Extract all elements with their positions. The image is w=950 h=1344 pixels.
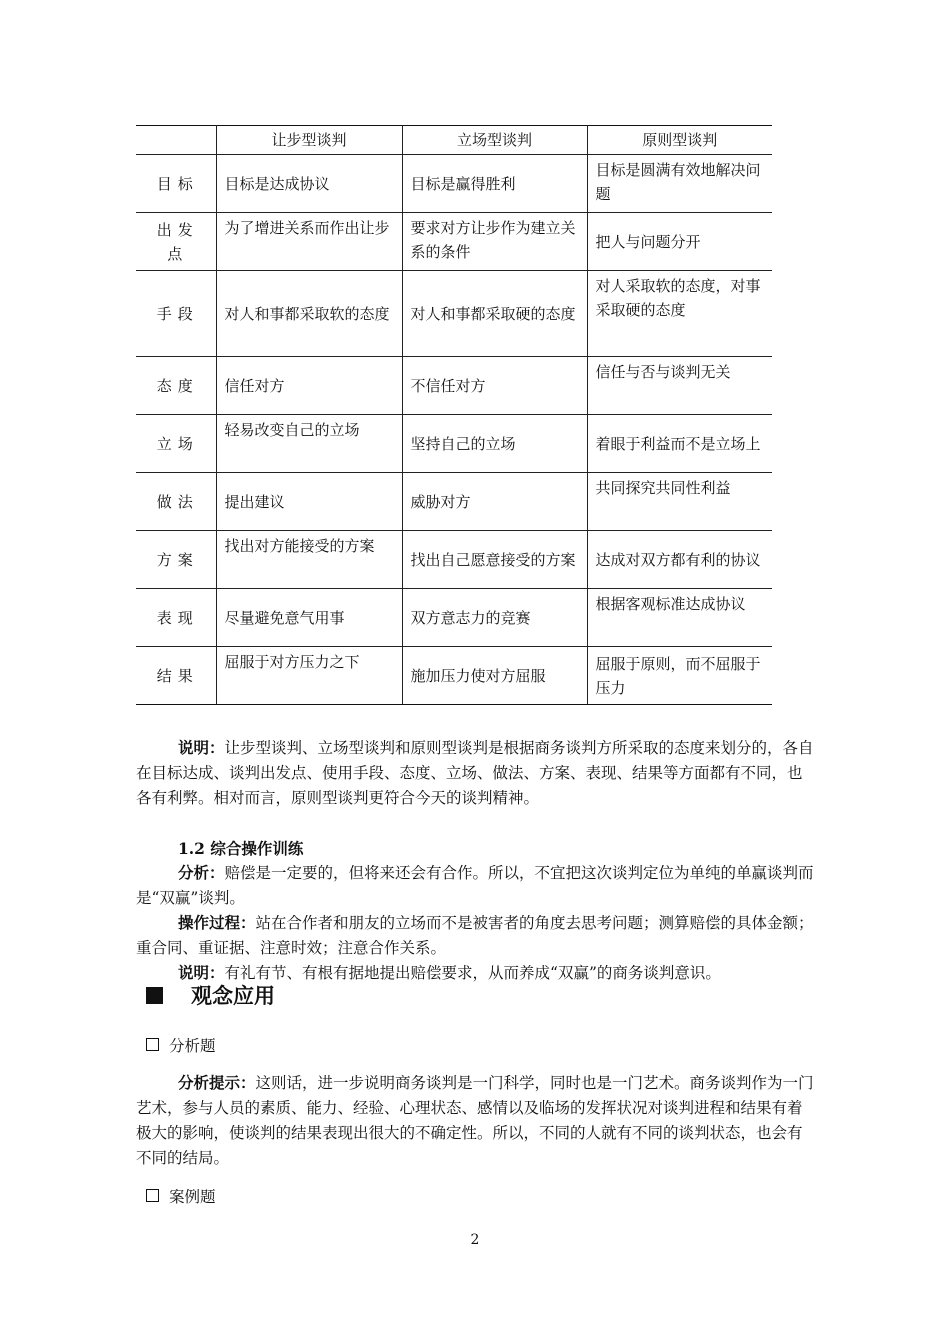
note2-label: 说明： bbox=[178, 963, 225, 982]
table-row bbox=[136, 647, 772, 705]
table-cell: 屈服于对方压力之下 bbox=[216, 647, 402, 705]
process-text: 站在合作者和朋友的立场而不是被害者的角度去思考问题；测算赔偿的具体金额；重合同、重证据、注意时效；注意合作关系。 bbox=[136, 914, 814, 957]
heading-text: 观念应用 bbox=[191, 984, 275, 1008]
table-header-cell bbox=[136, 126, 216, 155]
table-cell: 不信任对方 bbox=[402, 357, 587, 415]
row-label: 结果 bbox=[136, 647, 216, 705]
table-cell: 目标是达成协议 bbox=[216, 155, 402, 213]
analysis-paragraph bbox=[136, 860, 816, 911]
table-row bbox=[136, 531, 772, 589]
table-cell: 坚持自己的立场 bbox=[402, 415, 587, 473]
table-cell: 尽量避免意气用事 bbox=[216, 589, 402, 647]
analysis-text: 赔偿是一定要的，但将来还会有合作。所以，不宜把这次谈判定位为单纯的单赢谈判而是“双赢”谈判。 bbox=[136, 864, 814, 907]
row-label: 手段 bbox=[136, 271, 216, 357]
hint-label: 分析提示： bbox=[178, 1073, 256, 1092]
section-heading bbox=[178, 836, 578, 862]
note-paragraph bbox=[136, 735, 816, 811]
case-question-heading bbox=[146, 1185, 216, 1207]
hint-text: 这则话，进一步说明商务谈判是一门科学，同时也是一门艺术。商务谈判作为一门艺术，参与人员的素质、能力、经验、心理状态、感情以及临场的发挥状况对谈判进程和结果有着极大的影响，使谈判的结果表现出很大的不确定性。所以，不同的人就有不同的谈判状态，也会有不同的结局。 bbox=[136, 1074, 814, 1167]
negotiation-comparison-table bbox=[136, 125, 772, 705]
table-cell: 找出自己愿意接受的方案 bbox=[402, 531, 587, 589]
table-cell: 信任对方 bbox=[216, 357, 402, 415]
table-cell: 对人采取软的态度，对事采取硬的态度 bbox=[587, 271, 772, 357]
table-header-cell: 原则型谈判 bbox=[587, 126, 772, 155]
row-label: 表现 bbox=[136, 589, 216, 647]
table-cell: 达成对双方都有利的协议 bbox=[587, 531, 772, 589]
row-label: 目标 bbox=[136, 155, 216, 213]
row-label: 做法 bbox=[136, 473, 216, 531]
table-cell: 目标是圆满有效地解决问题 bbox=[587, 155, 772, 213]
table-cell: 对人和事都采取硬的态度 bbox=[402, 271, 587, 357]
process-paragraph bbox=[136, 910, 816, 961]
table-header-row bbox=[136, 126, 772, 155]
table-cell: 共同探究共同性利益 bbox=[587, 473, 772, 531]
table-row bbox=[136, 213, 772, 271]
row-label: 出发点 bbox=[136, 213, 216, 271]
sub-heading-text: 分析题 bbox=[169, 1037, 216, 1055]
table-cell: 找出对方能接受的方案 bbox=[216, 531, 402, 589]
note2-text: 有礼有节、有根有据地提出赔偿要求，从而养成“双赢”的商务谈判意识。 bbox=[224, 964, 721, 982]
note-text: 让步型谈判、立场型谈判和原则型谈判是根据商务谈判方所采取的态度来划分的，各自在目标达成、谈判出发点、使用手段、态度、立场、做法、方案、表现、结果等方面都有不同，也各有利弊。相对而言，原则型谈判更符合今天的谈判精神。 bbox=[136, 739, 814, 807]
section-title: 1.2 综合操作训练 bbox=[178, 839, 304, 858]
table-cell: 信任与否与谈判无关 bbox=[587, 357, 772, 415]
table-cell: 双方意志力的竞赛 bbox=[402, 589, 587, 647]
table-cell: 着眼于利益而不是立场上 bbox=[587, 415, 772, 473]
table-cell: 施加压力使对方屈服 bbox=[402, 647, 587, 705]
table-cell: 威胁对方 bbox=[402, 473, 587, 531]
table-cell: 目标是赢得胜利 bbox=[402, 155, 587, 213]
row-label: 立场 bbox=[136, 415, 216, 473]
table-row bbox=[136, 415, 772, 473]
process-label: 操作过程： bbox=[178, 913, 256, 932]
checkbox-square-icon bbox=[146, 1038, 159, 1051]
table-cell: 要求对方让步作为建立关系的条件 bbox=[402, 213, 587, 271]
note-label: 说明： bbox=[178, 738, 225, 757]
table-cell: 提出建议 bbox=[216, 473, 402, 531]
analysis-question-heading bbox=[146, 1034, 216, 1056]
table-cell: 根据客观标准达成协议 bbox=[587, 589, 772, 647]
row-label: 态度 bbox=[136, 357, 216, 415]
table-row bbox=[136, 155, 772, 213]
table-cell: 屈服于原则，而不屈服于压力 bbox=[587, 647, 772, 705]
row-label: 方案 bbox=[136, 531, 216, 589]
table-row bbox=[136, 589, 772, 647]
sub-heading-text: 案例题 bbox=[169, 1188, 216, 1206]
table-cell: 为了增进关系而作出让步 bbox=[216, 213, 402, 271]
table-cell: 轻易改变自己的立场 bbox=[216, 415, 402, 473]
table-row bbox=[136, 271, 772, 357]
concept-application-heading bbox=[146, 980, 275, 1010]
table-row bbox=[136, 357, 772, 415]
table-row bbox=[136, 473, 772, 531]
table-cell: 把人与问题分开 bbox=[587, 213, 772, 271]
analysis-label: 分析： bbox=[178, 863, 225, 882]
table-cell: 对人和事都采取软的态度 bbox=[216, 271, 402, 357]
table-header-cell: 让步型谈判 bbox=[216, 126, 402, 155]
black-square-icon bbox=[146, 987, 163, 1004]
table-header-cell: 立场型谈判 bbox=[402, 126, 587, 155]
page-number: 2 bbox=[470, 1232, 480, 1248]
checkbox-square-icon bbox=[146, 1189, 159, 1202]
hint-paragraph bbox=[136, 1070, 816, 1171]
